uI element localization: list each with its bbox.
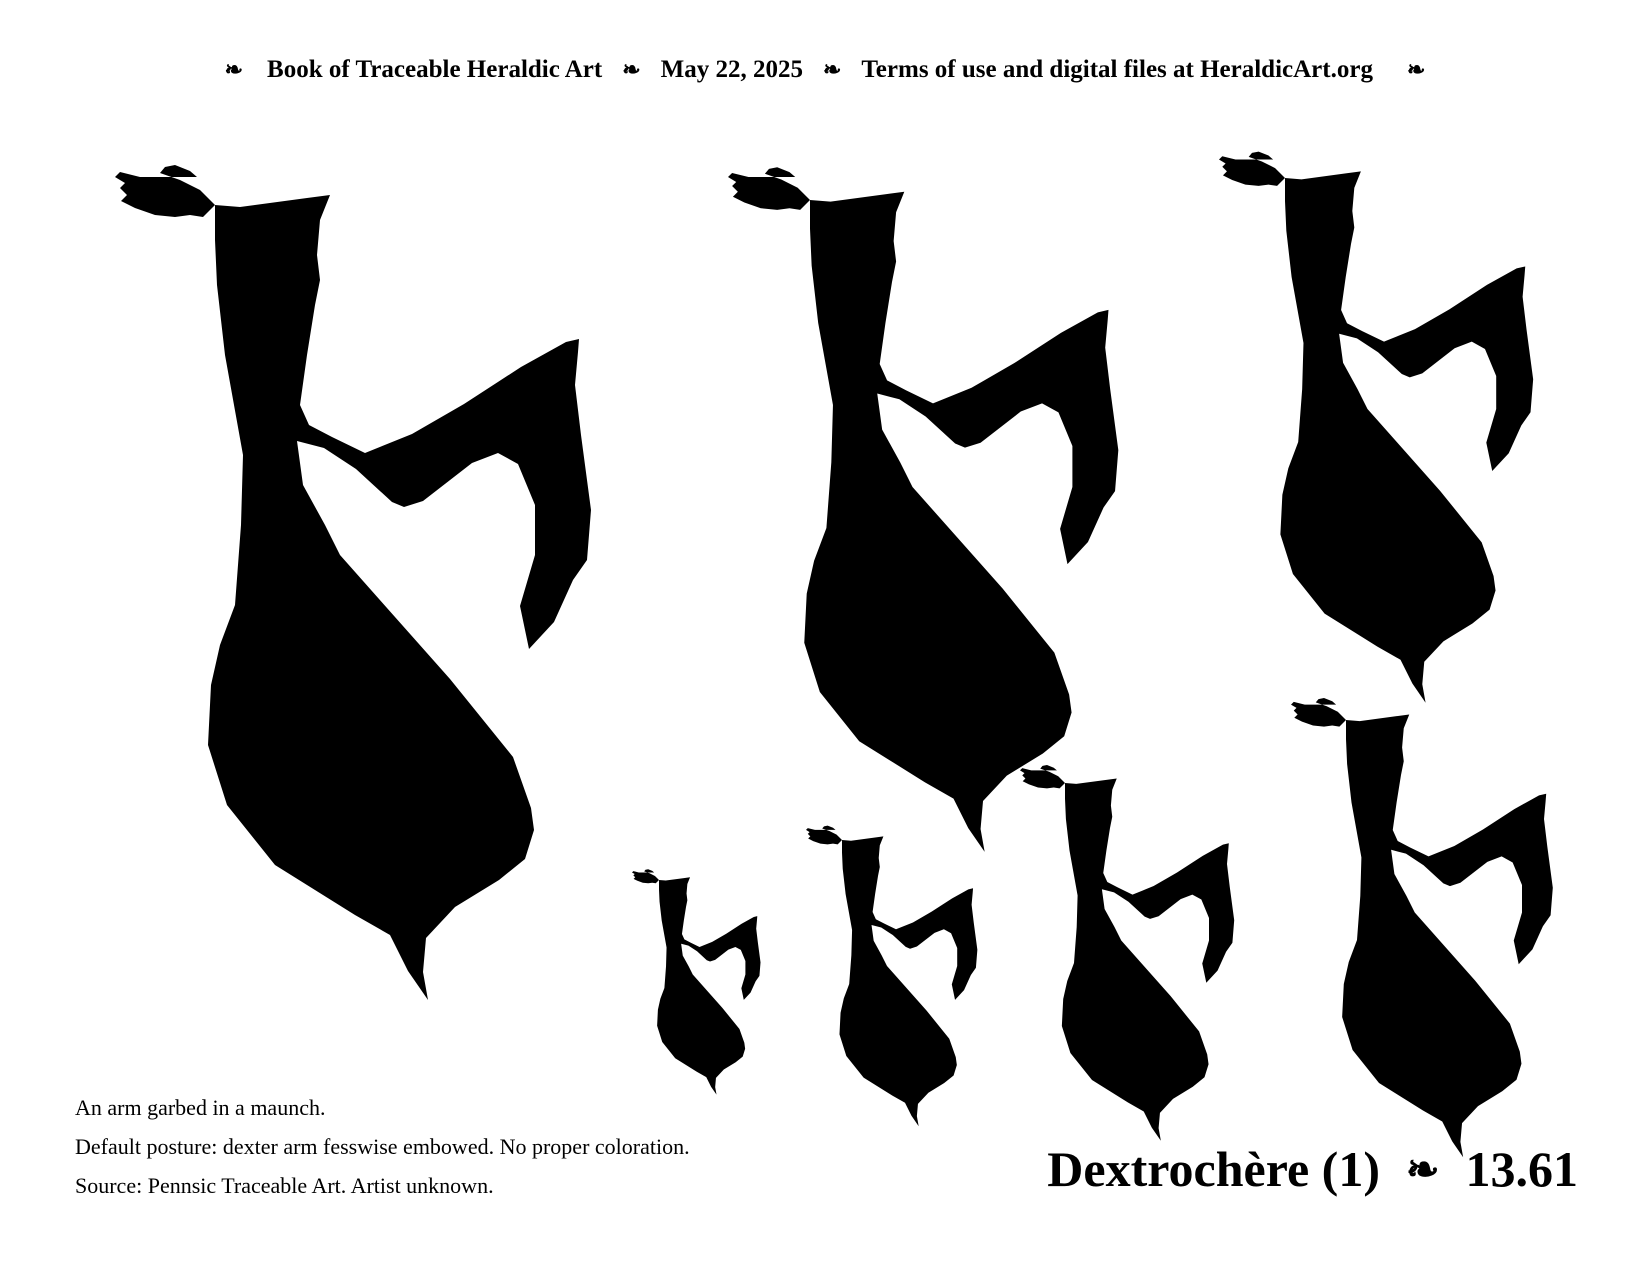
fleuron-icon: ❧	[224, 57, 244, 82]
maunch-figure-bottom-medium	[1020, 765, 1234, 1141]
maunch-figure-bottom-smallest	[632, 869, 761, 1094]
maunch-figure-large	[115, 165, 591, 1000]
description-line: An arm garbed in a maunch.	[75, 1095, 326, 1120]
book-title: Book of Traceable Heraldic Art	[267, 56, 603, 83]
fleuron-icon: ❧	[1406, 57, 1426, 82]
description-line: Default posture: dexter arm fesswise embowed. No proper coloration.	[75, 1134, 690, 1159]
maunch-figure-medium	[728, 167, 1118, 852]
fleuron-icon: ❧	[822, 57, 842, 82]
maunch-figure-small-top	[1219, 152, 1533, 703]
maunch-figure-bottom-small	[806, 826, 977, 1127]
plate-title	[1047, 1140, 1578, 1198]
plate-name: Dextrochère (1)	[1047, 1141, 1380, 1197]
fleuron-icon: ❧	[622, 57, 641, 82]
fleuron-icon: ❧	[1405, 1146, 1440, 1192]
plate-number: 13.61	[1465, 1141, 1578, 1197]
maunch-figure-bottom-large	[1291, 698, 1553, 1157]
header-date: May 22, 2025	[660, 56, 803, 83]
description-line: Source: Pennsic Traceable Art. Artist unknown.	[75, 1173, 494, 1198]
description-block	[75, 1088, 690, 1205]
terms-notice: Terms of use and digital files at HeraldicArt.org	[861, 56, 1373, 83]
